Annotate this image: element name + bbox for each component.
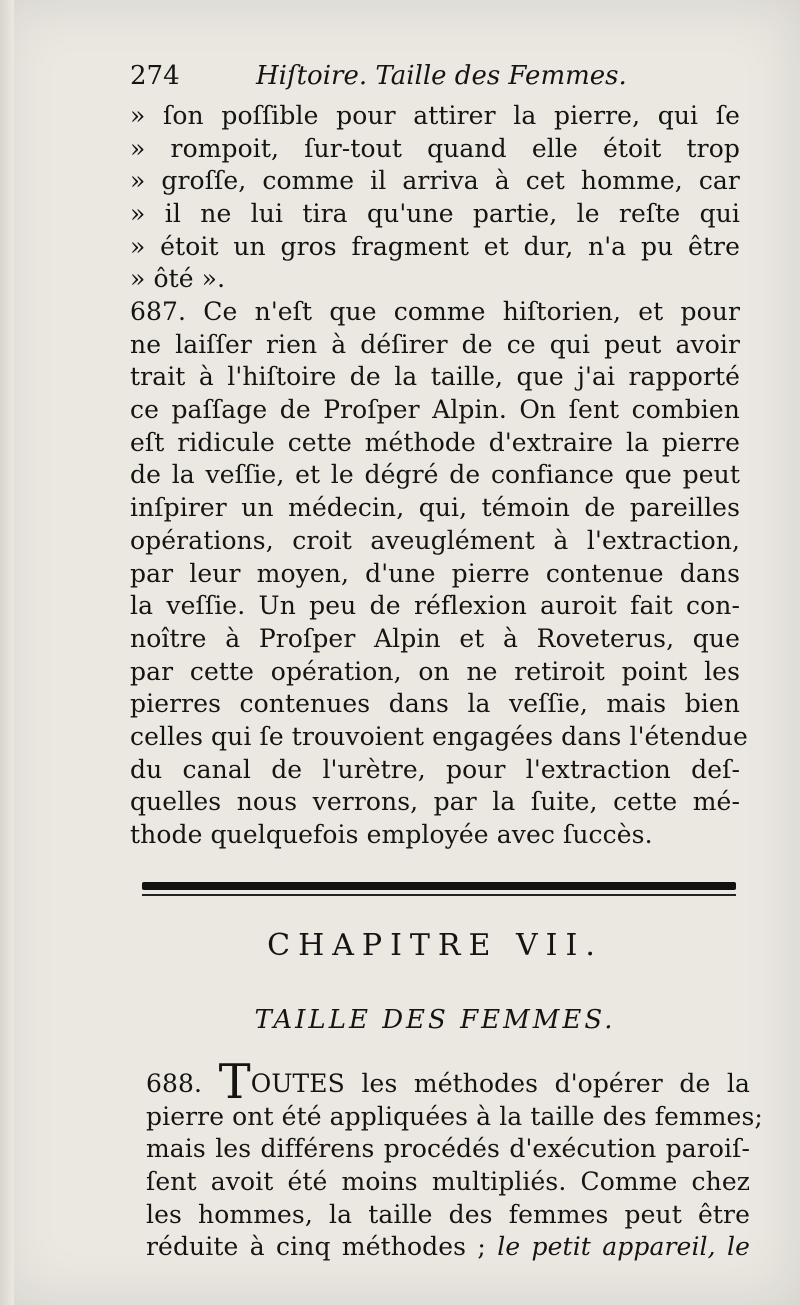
text-line: la veſſie. Un peu de réflexion auroit fait con- [130,591,740,621]
text-line: » étoit un gros fragment et dur, n'a pu être [130,231,740,261]
text-line: celles qui ſe trouvoient engagées dans l'étendue [130,721,748,751]
text-line: pierres contenues dans la veſſie, mais bien [130,689,740,719]
text-line: mais les différens procédés d'exécution paroiſ- [146,1134,750,1164]
text-line: les hommes, la taille des femmes peut être [146,1199,750,1229]
paragraph-number: 688. [146,1069,203,1098]
running-title: Hiſtoire. Taille des Femmes. [256,61,627,91]
chapter-rule-thick [142,882,736,890]
text-line: pierre ont été appliquées à la taille des femmes; [146,1101,763,1131]
text-line: ne laiſſer rien à déſirer de ce qui peut avoir [130,329,740,359]
first-word-smallcaps: OUTES [250,1069,345,1098]
paragraph-688 [146,1054,763,1264]
text-line: de la veſſie, et le dégré de confiance que peut [130,460,740,490]
chapter-title: CHAPITRE VII. [267,928,603,963]
section-title: TAILLE DES FEMMES. [254,1005,616,1035]
page-edge-shadow [0,0,14,1305]
text-line: » groſſe, comme il arriva à cet homme, car [130,166,740,196]
text-line: ſent avoit été moins multipliés. Comme chez [146,1167,750,1197]
text-line: du canal de l'urètre, pour l'extraction deſ- [130,754,740,784]
first-line-rest: les méthodes d'opérer de la [361,1069,751,1098]
text-line: thode quelquefois employée avec ſuccès. [130,820,653,849]
last-line-roman: réduite à cinq méthodes ; [146,1232,486,1262]
quote-continuation [130,100,740,296]
text-line: » il ne lui tira qu'une partie, le reſte qui [130,199,740,229]
text-line: opérations, croit aveuglément à l'extraction, [130,525,740,555]
text-line-first [146,1054,751,1110]
text-line: ce paſſage de Proſper Alpin. On ſent combien [130,395,740,425]
text-line: quelles nous verrons, par la ſuite, cette mé- [130,787,740,817]
chapter-rule-thin [142,894,736,896]
text-line: 687. Ce n'eſt que comme hiſtorien, et pour [130,297,740,326]
text-line: par leur moyen, d'une pierre contenue dans [130,558,740,588]
text-line-last [146,1231,750,1264]
text-line: trait à l'hiſtoire de la taille, que j'ai rapporté [130,362,740,392]
running-header [130,56,750,96]
text-line: par cette opération, on ne retiroit point les [130,656,740,686]
text-line: eſt ridicule cette méthode d'extraire la pierre [130,427,740,457]
last-line-italic: le petit appareil, le [497,1232,751,1262]
text-line: noître à Proſper Alpin et à Roveterus, que [130,623,740,653]
text-line: » rompoit, ſur-tout quand elle étoit trop [130,133,740,163]
page-number: 274 [130,61,180,91]
text-line: » ôté ». [130,264,226,294]
paragraph-687 [130,296,748,852]
text-line: inſpirer un médecin, qui, témoin de pareilles [130,493,740,523]
drop-capital: T [218,1054,251,1110]
text-line: » ſon poſſible pour attirer la pierre, qui ſe [130,101,740,130]
